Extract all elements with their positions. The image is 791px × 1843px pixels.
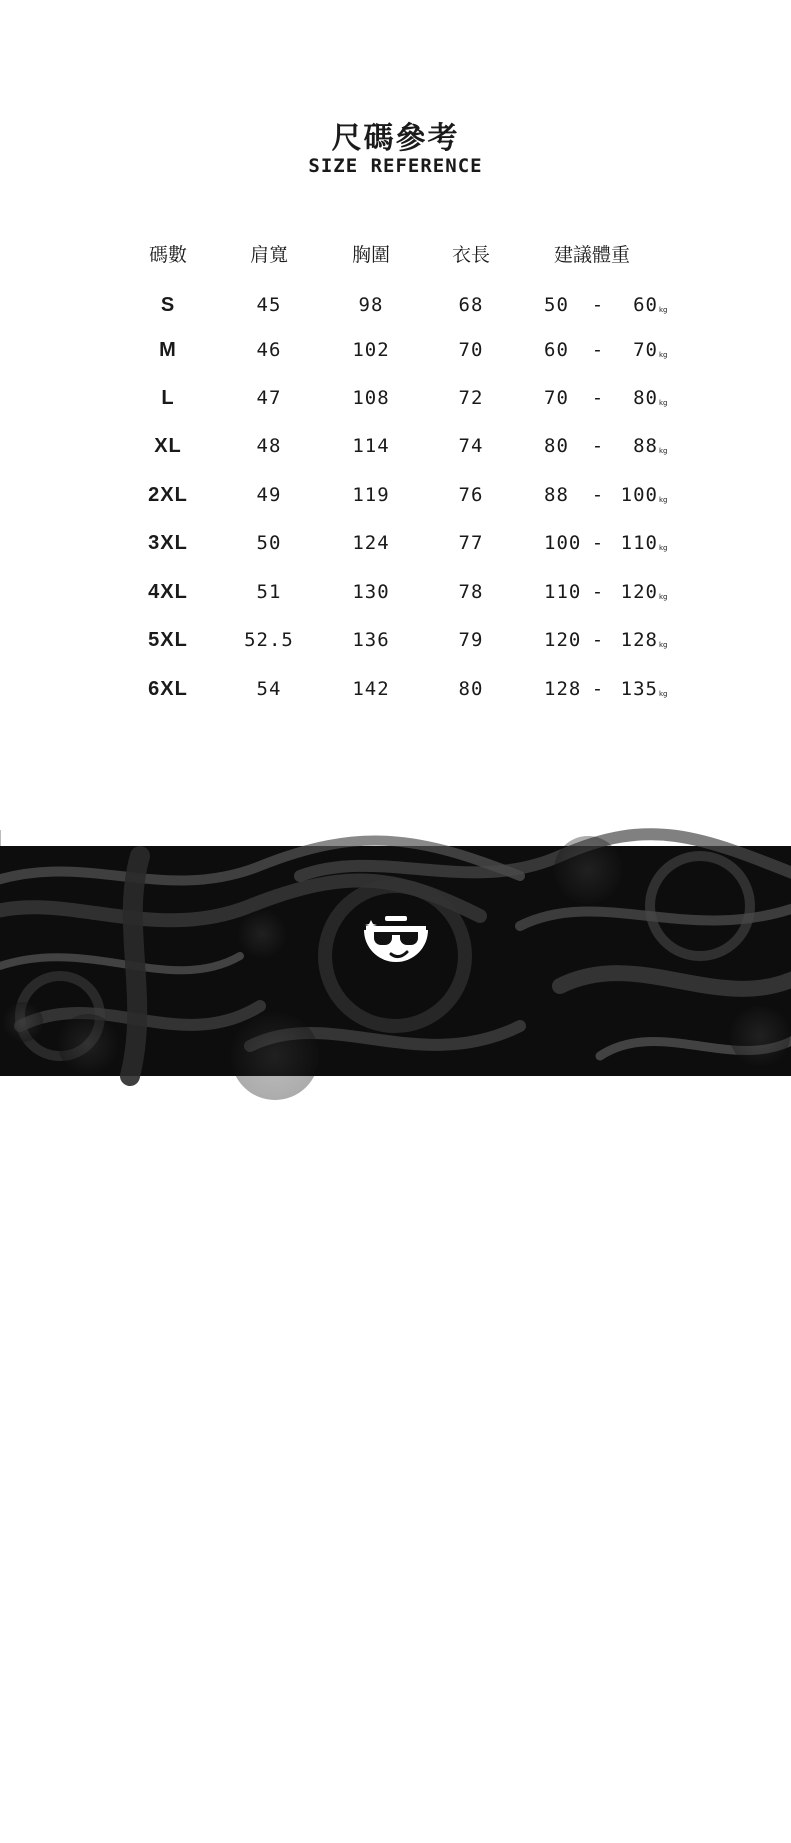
- chest-value: 124: [352, 532, 390, 554]
- page-title: 尺碼參考: [331, 121, 460, 156]
- brand-banner: [0, 846, 791, 1842]
- length-value: 80: [458, 678, 484, 700]
- weight-dash: -: [591, 581, 605, 603]
- weight-range: [544, 383, 668, 418]
- length-value: 70: [458, 339, 484, 361]
- size-label: 2XL: [148, 484, 188, 506]
- size-label: 3XL: [148, 532, 188, 554]
- weight-unit: kg: [659, 544, 668, 552]
- chest-value: 108: [352, 387, 390, 409]
- weight-dash: -: [591, 339, 605, 361]
- weight-range: [544, 674, 668, 709]
- weight-unit: kg: [659, 399, 668, 407]
- length-value: 79: [458, 629, 484, 651]
- table-row: [0, 674, 791, 704]
- chest-value: 136: [352, 629, 390, 651]
- weight-range: [544, 431, 668, 466]
- weight-range: [544, 625, 668, 660]
- weight-low: 50: [544, 294, 569, 316]
- length-value: 78: [458, 581, 484, 603]
- size-label: S: [160, 294, 176, 316]
- weight-high: 100: [620, 484, 658, 506]
- length-value: 68: [458, 294, 484, 316]
- header-length: 衣長: [451, 244, 491, 266]
- weight-range: [544, 480, 668, 515]
- registered-mark: ®: [433, 1824, 441, 1834]
- shoulder-value: 54: [256, 678, 282, 700]
- table-row: [0, 383, 791, 413]
- weight-low: 80: [544, 435, 569, 457]
- shoulder-value: 52.5: [244, 629, 294, 651]
- size-label: 6XL: [148, 678, 188, 700]
- weight-low: 100: [544, 532, 582, 554]
- weight-dash: -: [591, 435, 605, 457]
- table-row: [0, 625, 791, 655]
- weight-low: 128: [544, 678, 582, 700]
- weight-dash: -: [591, 629, 605, 651]
- weight-dash: -: [591, 678, 605, 700]
- table-row: [0, 480, 791, 510]
- table-row: [0, 528, 791, 558]
- length-value: 77: [458, 532, 484, 554]
- weight-low: 110: [544, 581, 582, 603]
- shoulder-value: 45: [256, 294, 282, 316]
- sunglasses-face-icon: [361, 914, 431, 980]
- table-row: [0, 290, 791, 320]
- weight-unit: kg: [659, 593, 668, 601]
- weight-unit: kg: [659, 641, 668, 649]
- chest-value: 102: [352, 339, 390, 361]
- size-label: M: [159, 339, 177, 361]
- size-label: L: [161, 387, 175, 409]
- weight-range: [544, 528, 668, 563]
- divider: [0, 830, 1, 846]
- weight-range: [544, 577, 668, 612]
- weight-dash: -: [591, 532, 605, 554]
- weight-high: 135: [620, 678, 658, 700]
- header-size: 碼數: [148, 244, 188, 266]
- shoulder-value: 46: [256, 339, 282, 361]
- size-label: XL: [154, 435, 182, 457]
- length-value: 72: [458, 387, 484, 409]
- weight-high: 80: [633, 387, 658, 409]
- header-weight: 建議體重: [553, 244, 631, 266]
- weight-high: 70: [633, 339, 658, 361]
- weight-low: 120: [544, 629, 582, 651]
- shoulder-value: 49: [256, 484, 282, 506]
- weight-unit: kg: [659, 447, 668, 455]
- brand-name: KERWATS: [351, 1825, 434, 1842]
- weight-range: [544, 335, 668, 370]
- chest-value: 142: [352, 678, 390, 700]
- weight-unit: kg: [659, 690, 668, 698]
- shoulder-value: 50: [256, 532, 282, 554]
- weight-range: [544, 290, 668, 325]
- weight-high: 60: [633, 294, 658, 316]
- table-row: [0, 577, 791, 607]
- chest-value: 114: [352, 435, 390, 457]
- length-value: 74: [458, 435, 484, 457]
- weight-unit: kg: [659, 306, 668, 314]
- weight-unit: kg: [659, 351, 668, 359]
- shoulder-value: 51: [256, 581, 282, 603]
- page-subtitle: SIZE REFERENCE: [308, 155, 483, 177]
- weight-low: 60: [544, 339, 569, 361]
- weight-high: 128: [620, 629, 658, 651]
- weight-unit: kg: [659, 496, 668, 504]
- shoulder-value: 48: [256, 435, 282, 457]
- size-label: 5XL: [148, 629, 188, 651]
- chest-value: 98: [358, 294, 384, 316]
- weight-dash: -: [591, 484, 605, 506]
- chest-value: 130: [352, 581, 390, 603]
- header-chest: 胸圍: [351, 244, 391, 266]
- chest-value: 119: [352, 484, 390, 506]
- shoulder-value: 47: [256, 387, 282, 409]
- weight-low: 88: [544, 484, 569, 506]
- weight-high: 120: [620, 581, 658, 603]
- weight-high: 110: [620, 532, 658, 554]
- table-row: [0, 431, 791, 461]
- brand-logo-text: [351, 1824, 440, 1843]
- length-value: 76: [458, 484, 484, 506]
- weight-dash: -: [591, 294, 605, 316]
- size-label: 4XL: [148, 581, 188, 603]
- header-shoulder: 肩寬: [249, 244, 289, 266]
- weight-low: 70: [544, 387, 569, 409]
- table-row: [0, 335, 791, 365]
- weight-high: 88: [633, 435, 658, 457]
- weight-dash: -: [591, 387, 605, 409]
